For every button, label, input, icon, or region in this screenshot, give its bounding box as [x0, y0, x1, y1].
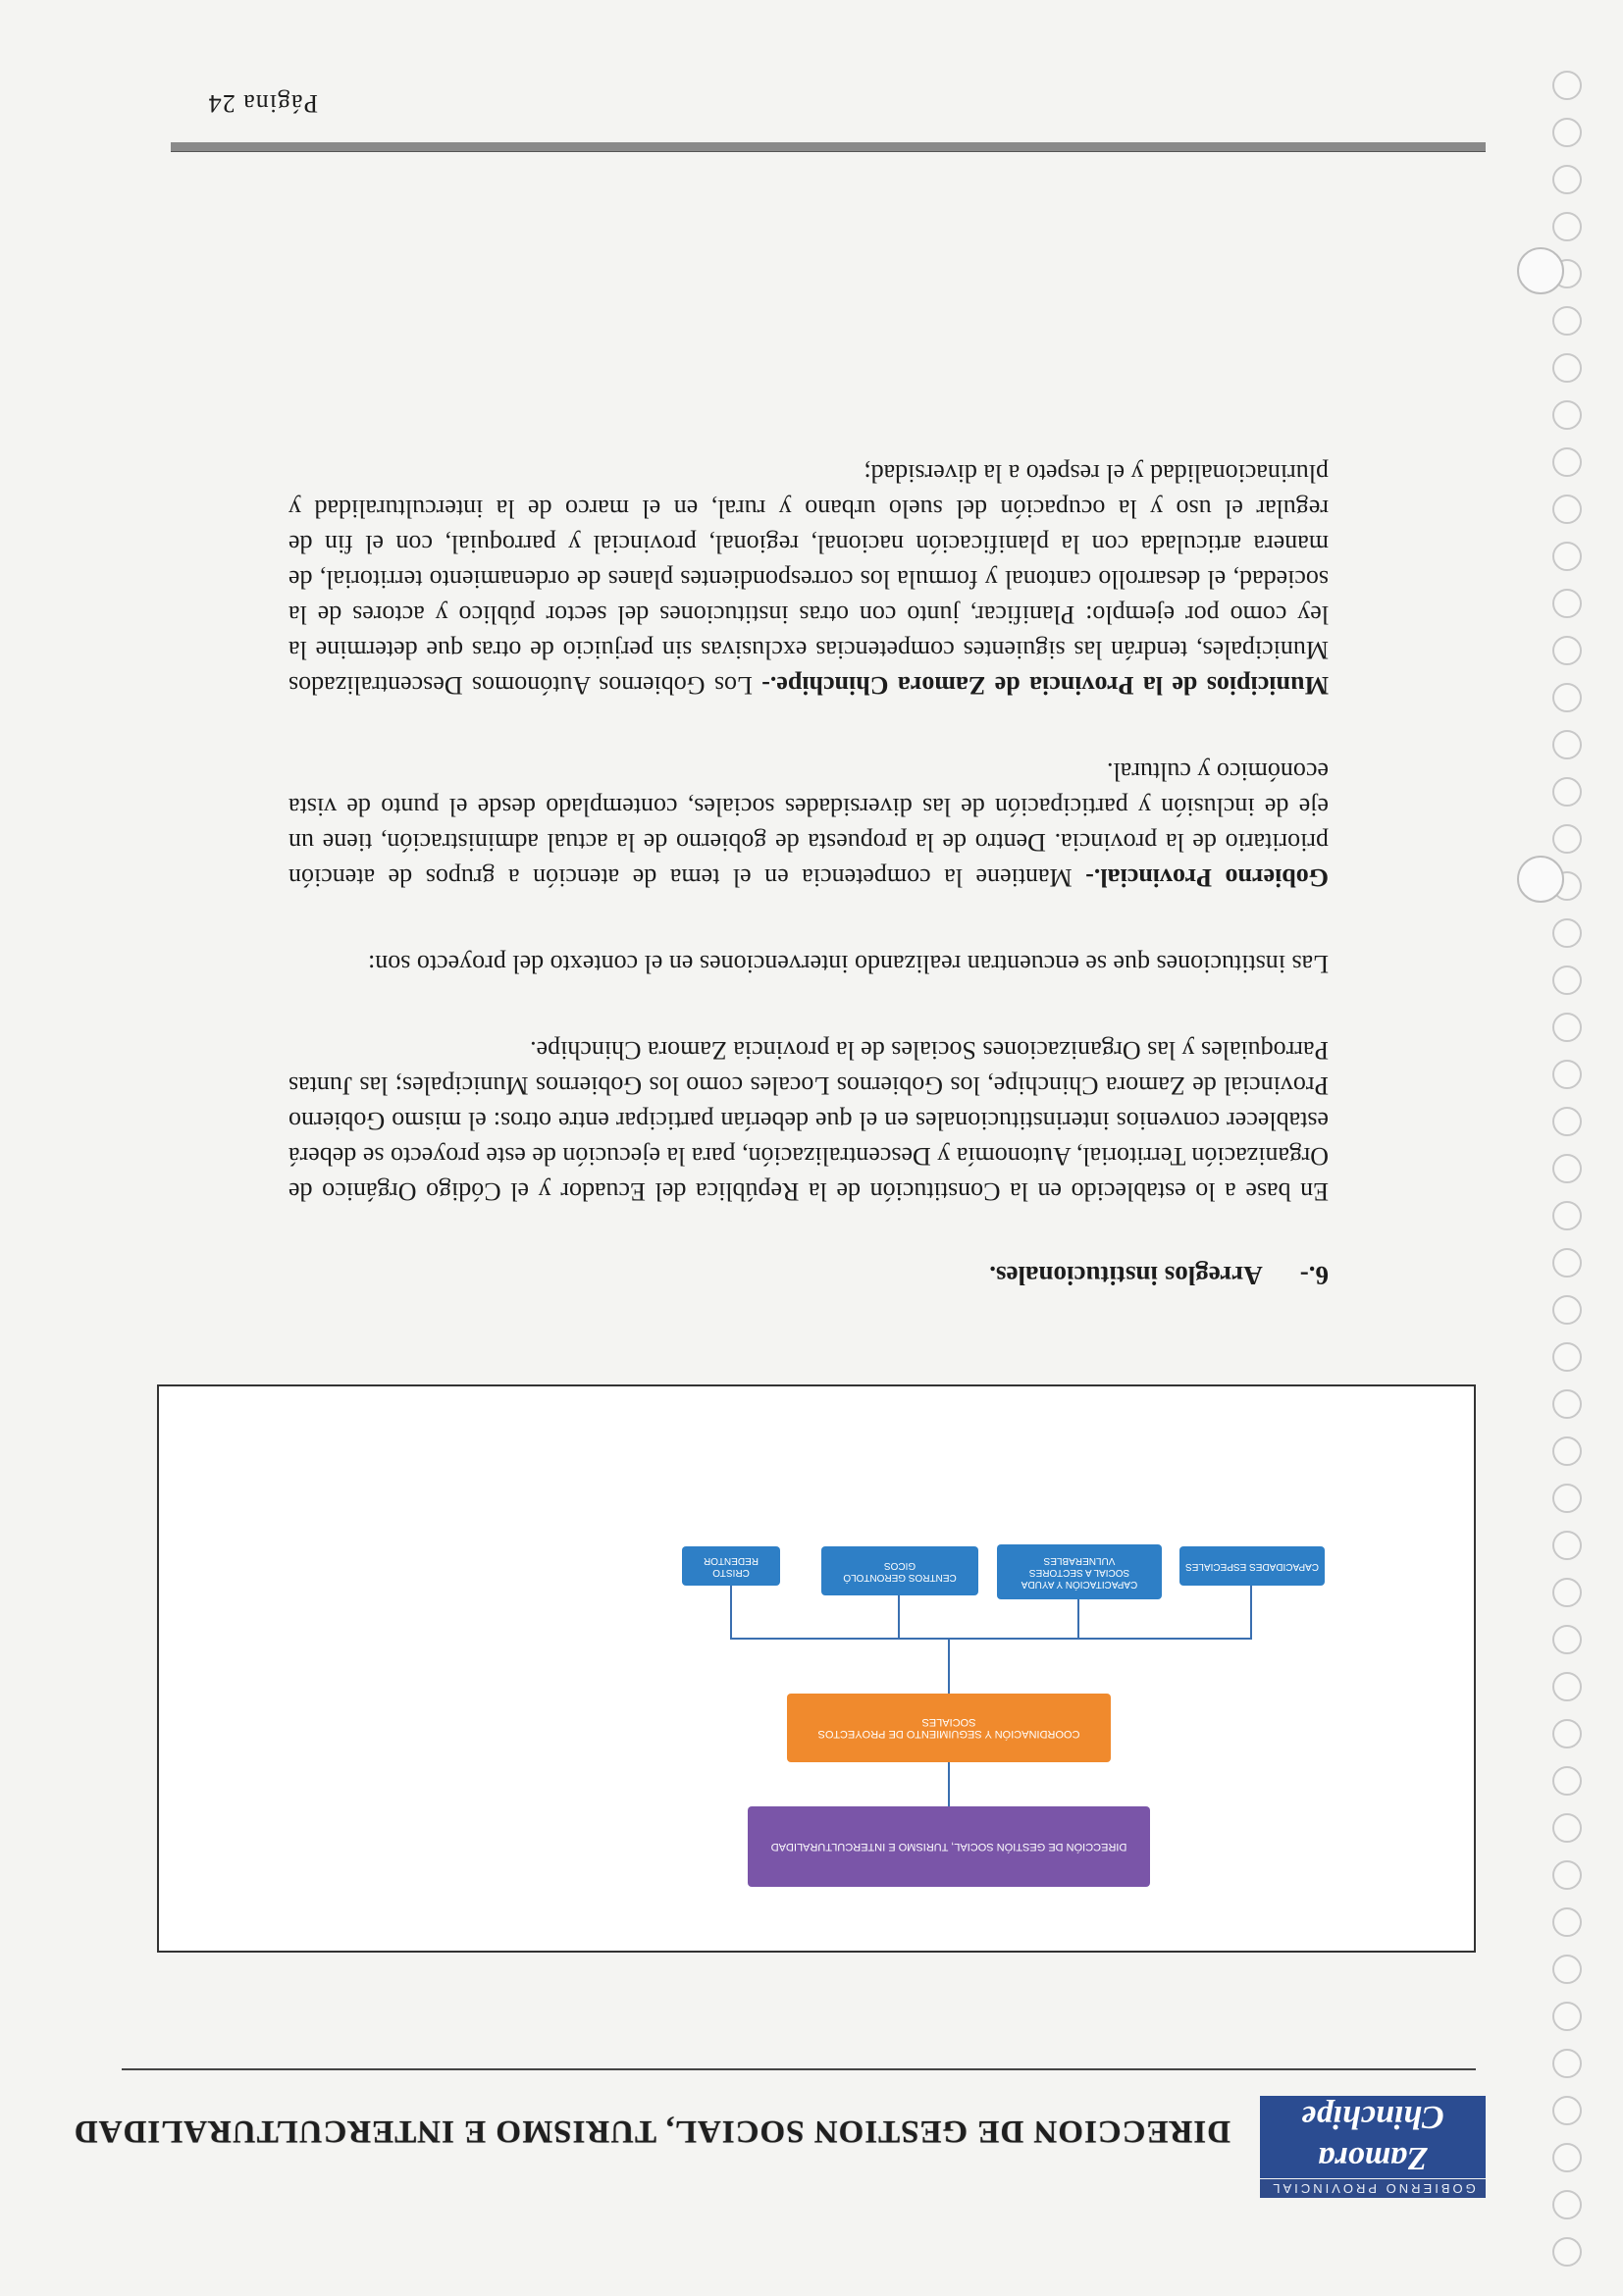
binder-hole: [1552, 1955, 1582, 1984]
binder-hole: [1552, 2143, 1582, 2172]
binder-hole: [1552, 1248, 1582, 1278]
binder-hole: [1552, 636, 1582, 665]
paragraph: [288, 455, 1329, 703]
org-node-centros: CENTROS GERONTOLÓ GICOS: [821, 1546, 978, 1595]
org-node-direction: DIRECCIÓN DE GESTIÓN SOCIAL, TURISMO E INTERCULTURALIDAD: [748, 1806, 1150, 1887]
binder-hole: [1552, 589, 1582, 618]
binder-hole: [1552, 1813, 1582, 1843]
binder-hole: [1552, 965, 1582, 995]
connector-line: [948, 1640, 950, 1694]
binder-hole: [1552, 1860, 1582, 1890]
binder-hole: [1552, 306, 1582, 336]
binder-hole: [1552, 353, 1582, 383]
binder-hole: [1552, 1672, 1582, 1701]
org-node-ayuda-social: CAPACITACIÓN Y AYUDA SOCIAL A SECTORES VULNERABLES: [997, 1544, 1162, 1599]
binder-hole: [1552, 71, 1582, 100]
binder-hole: [1552, 118, 1582, 147]
logo: [1260, 2070, 1486, 2198]
binder-hole: [1552, 1625, 1582, 1654]
binder-hole: [1552, 824, 1582, 854]
binder-hole: [1552, 400, 1582, 430]
paragraph: En base a lo establecido en la Constitución de la República del Ecuador y el Código Orgánico de Organización Territorial, Autonomía y Descentralización, para la ejecución de este proyecto se deberá establecer convenios interinstitucionales en el que deberían participar entre otros: el mismo Gobierno Provincial de Zamora Chinchipe, los Gobiernos Locales como los Gobiernos Municipales; las Juntas Parroquiales y las Organizaciones Sociales de la provincia Zamora Chinchipe.: [288, 1036, 1329, 1206]
footer-divider: [171, 142, 1486, 152]
binder-hole: [1552, 1484, 1582, 1513]
punch-hole: [1517, 247, 1564, 294]
paragraph-text: Los Gobiernos Autónomos Descentralizados Municipales, tendrán las siguientes competencias exclusivas sin perjuicio de otras que determine la ley como por ejemplo: Planificar, junto con otras instituciones del sector público y actores de la sociedad, el desarrollo cantonal y formula los correspondientes planes de ordenamiento territorial, de manera articulada con la planificación nacional, regional, provincial y parroquial, con el fin de regular el uso y la ocupación del suelo urbano y rural, en el marco de la interculturalidad y plurinacionalidad y el respeto a la diversidad;: [288, 459, 1329, 700]
paragraph-lead: Municipios de la Provincia de Zamora Chinchipe.-: [761, 671, 1329, 700]
binder-hole: [1552, 1107, 1582, 1136]
binder-hole: [1552, 2237, 1582, 2267]
binder-hole: [1552, 1389, 1582, 1419]
header-title: DIRECCION DE GESTION SOCIAL, TURISMO E INTERCULTURALIDAD: [73, 2113, 1230, 2149]
paragraph: [288, 754, 1329, 895]
binder-hole: [1552, 495, 1582, 524]
binder-hole: [1552, 542, 1582, 571]
binder-hole: [1552, 1060, 1582, 1089]
section-title: Arreglos institucionales.: [989, 1261, 1263, 1290]
paragraph-lead: Gobierno Provincial.-: [1085, 863, 1329, 892]
org-node-capacidades: CAPACIDADES ESPECIALES: [1179, 1546, 1325, 1586]
binder-hole: [1552, 212, 1582, 241]
section-number: 6.-: [1299, 1261, 1329, 1290]
binder-hole: [1552, 2190, 1582, 2219]
page-number: Página 24: [207, 89, 318, 118]
binder-hole: [1552, 683, 1582, 712]
binder-hole: [1552, 1907, 1582, 1937]
binder-holes: [1546, 10, 1586, 2267]
binder-hole: [1552, 447, 1582, 477]
body-text: [288, 404, 1329, 1290]
binder-hole: [1552, 918, 1582, 948]
binder-hole: [1552, 1719, 1582, 1748]
connector-line: [730, 1638, 1252, 1640]
connector-line: [730, 1586, 732, 1640]
connector-line: [1250, 1586, 1252, 1640]
binder-hole: [1552, 1436, 1582, 1466]
connector-line: [1077, 1599, 1079, 1640]
binder-hole: [1552, 1766, 1582, 1796]
binder-hole: [1552, 2096, 1582, 2125]
punch-hole: [1517, 856, 1564, 903]
binder-hole: [1552, 1201, 1582, 1230]
org-node-cristo-redentor: CRISTO REDENTOR: [682, 1546, 780, 1586]
paragraph-text: Mantiene la competencia en el tema de atención a grupos de atención prioritario de la provincia. Dentro de la propuesta de gobierno de la actual administración, tiene un eje de inclusión y participación de las diversidades sociales, contemplado desde el punto de vista económico y cultural.: [288, 757, 1329, 892]
binder-hole: [1552, 2002, 1582, 2031]
logo-caption: GOBIERNO PROVINCIAL: [1260, 2179, 1486, 2198]
binder-hole: [1552, 777, 1582, 807]
binder-hole: [1552, 730, 1582, 759]
binder-hole: [1552, 1154, 1582, 1183]
connector-line: [898, 1595, 900, 1640]
binder-hole: [1552, 2049, 1582, 2078]
connector-line: [948, 1762, 950, 1806]
binder-hole: [1552, 1342, 1582, 1372]
logo-wordmark: Zamora Chinchipe: [1260, 2096, 1486, 2178]
paragraph: Las instituciones que se encuentran realizando intervenciones en el contexto del proyecto son:: [368, 950, 1329, 978]
binder-hole: [1552, 1578, 1582, 1607]
org-node-coordination: COORDINACIÓN Y SEGUIMIENTO DE PROYECTOS SOCIALES: [787, 1694, 1111, 1762]
org-chart: [157, 1384, 1476, 1953]
binder-hole: [1552, 1531, 1582, 1560]
section-heading: [288, 1260, 1329, 1290]
binder-hole: [1552, 1013, 1582, 1042]
header-divider: [122, 2068, 1476, 2070]
binder-hole: [1552, 165, 1582, 194]
binder-hole: [1552, 1295, 1582, 1325]
